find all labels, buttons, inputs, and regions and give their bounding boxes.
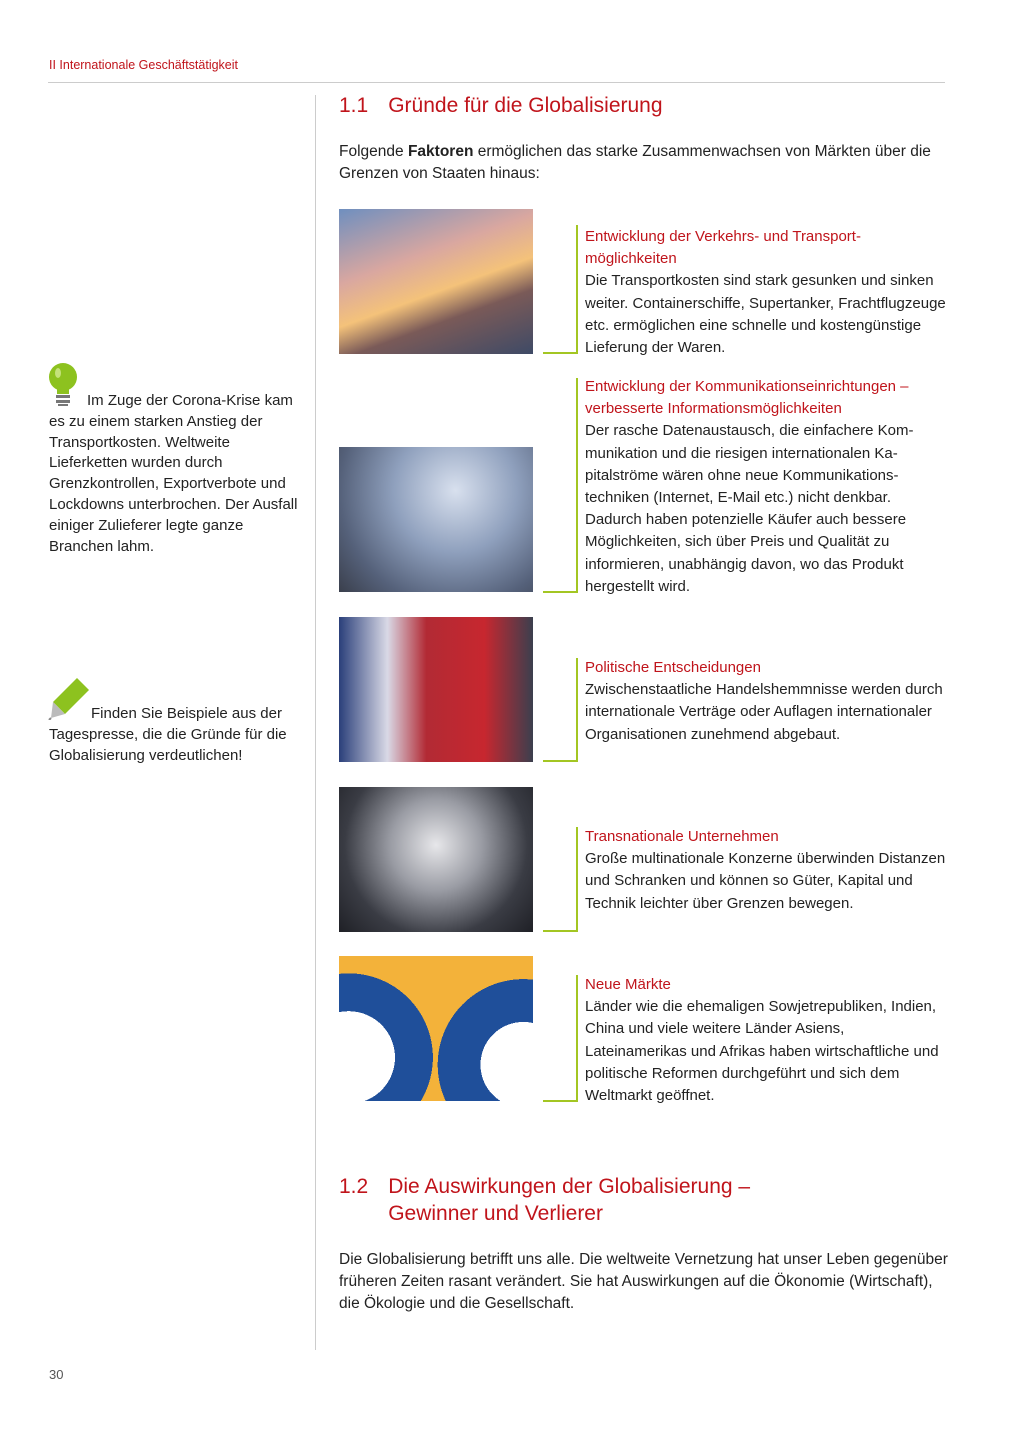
bracket-line <box>543 760 578 762</box>
bracket-line <box>543 352 578 354</box>
politics-handshake-image <box>339 617 533 762</box>
factor-item <box>585 657 947 746</box>
factor-item <box>585 376 947 598</box>
bracket-line <box>576 378 578 593</box>
new-markets-image <box>339 956 533 1101</box>
factor-title: Transnationale Unternehmen <box>585 828 779 845</box>
bracket-line <box>576 975 578 1102</box>
tip-text: Im Zuge der Corona-Krise kam es zu einem starken Anstieg der Transportkosten. Weltweite Lieferketten wurden durch Grenzkontrollen, Exportverbote und Lockdowns unterbrochen. Der Ausfall einiger Zulieferer legte ganze Branchen lahm. <box>49 392 298 555</box>
task-text: Finden Sie Beispiele aus der Tagespresse, die die Gründe für die Globalisierung verdeutlichen! <box>49 705 287 764</box>
factor-text: Der rasche Datenaustausch, die einfachere Kommunikation und die riesigen internationalen Kapitalströme wären ohne neue Kommunikationstechniken (Internet, E-Mail etc.) nicht denkbar. Dadurch haben potenzielle Käufer auch bessere Möglichkeiten, sich über Preis und Qualität zu informieren, unabhängig davon, wo das Produkt hergestellt wird. <box>585 422 914 595</box>
factor-item <box>585 974 947 1107</box>
factor-text: Die Transportkosten sind stark gesunken und sinken weiter. Containerschiffe, Supertanker, Frachtflugzeuge etc. ermöglichen eine schnelle und kostengünstige Lieferung der Waren. <box>585 272 946 357</box>
column-divider <box>315 95 316 1350</box>
transport-image <box>339 209 533 354</box>
factor-item <box>585 226 947 359</box>
intro-bold: Faktoren <box>407 143 474 160</box>
section-number: 1.1 <box>339 94 369 117</box>
factor-text: Länder wie die ehemaligen Sowjetrepubliken, Indien, China und viele weitere Länder Asiens, Lateinamerikas und Afrikas haben wirtschaftliche und politische Reformen durchgeführt und sich dem Weltmarkt geöffnet. <box>585 998 939 1105</box>
title-line: Gewinner und Verlierer <box>388 1202 603 1225</box>
page-number: 30 <box>49 1367 64 1382</box>
bracket-line <box>543 591 578 593</box>
section-title: Gründe für die Globalisierung <box>388 94 663 117</box>
intro-post: ermöglichen das starke Zusammenwachsen von Märkten über die Grenzen von Staaten hinaus: <box>339 143 931 182</box>
factor-item <box>585 826 947 915</box>
factor-text: Große multinationale Konzerne überwinden Distanzen und Schranken und können so Güter, Kapital und Technik leichter über Grenzen bewegen. <box>585 850 946 912</box>
section-heading-1-2 <box>339 1173 750 1227</box>
factor-title: Neue Märkte <box>585 976 671 993</box>
factor-title: Entwicklung der Verkehrs- und Transportmöglichkeiten <box>585 228 861 268</box>
bracket-line <box>576 225 578 354</box>
factor-title: Politische Entscheidungen <box>585 659 761 676</box>
factor-text: Zwischenstaatliche Handelshemmnisse werden durch internationale Verträge oder Auflagen internationaler Organisationen zunehmend abgebaut. <box>585 681 943 743</box>
globe-hands-image <box>339 787 533 932</box>
intro-pre: Folgende <box>339 143 408 160</box>
section-heading-1-1 <box>339 92 663 119</box>
communication-image <box>339 447 533 592</box>
intro-text <box>339 141 949 185</box>
bracket-line <box>543 930 578 932</box>
header-divider <box>48 82 945 83</box>
factor-title: Entwicklung der Kommunikationseinrichtungen – verbesserte Informationsmöglichkeiten <box>585 378 909 418</box>
section-2-text: Die Globalisierung betrifft uns alle. Die weltweite Vernetzung hat unser Leben gegenüber früheren Zeiten rasant verändert. Sie hat Auswirkungen auf die Ökonomie (Wirtschaft), die Ökologie und die Gesellschaft. <box>339 1251 948 1312</box>
running-header: II Internationale Geschäftstätigkeit <box>49 58 238 72</box>
bracket-line <box>576 658 578 762</box>
bracket-line <box>543 1100 578 1102</box>
bracket-line <box>576 827 578 932</box>
title-line: Die Auswirkungen der Globalisierung – <box>388 1175 751 1198</box>
section-title <box>388 1173 750 1227</box>
section-number: 1.2 <box>339 1175 369 1198</box>
